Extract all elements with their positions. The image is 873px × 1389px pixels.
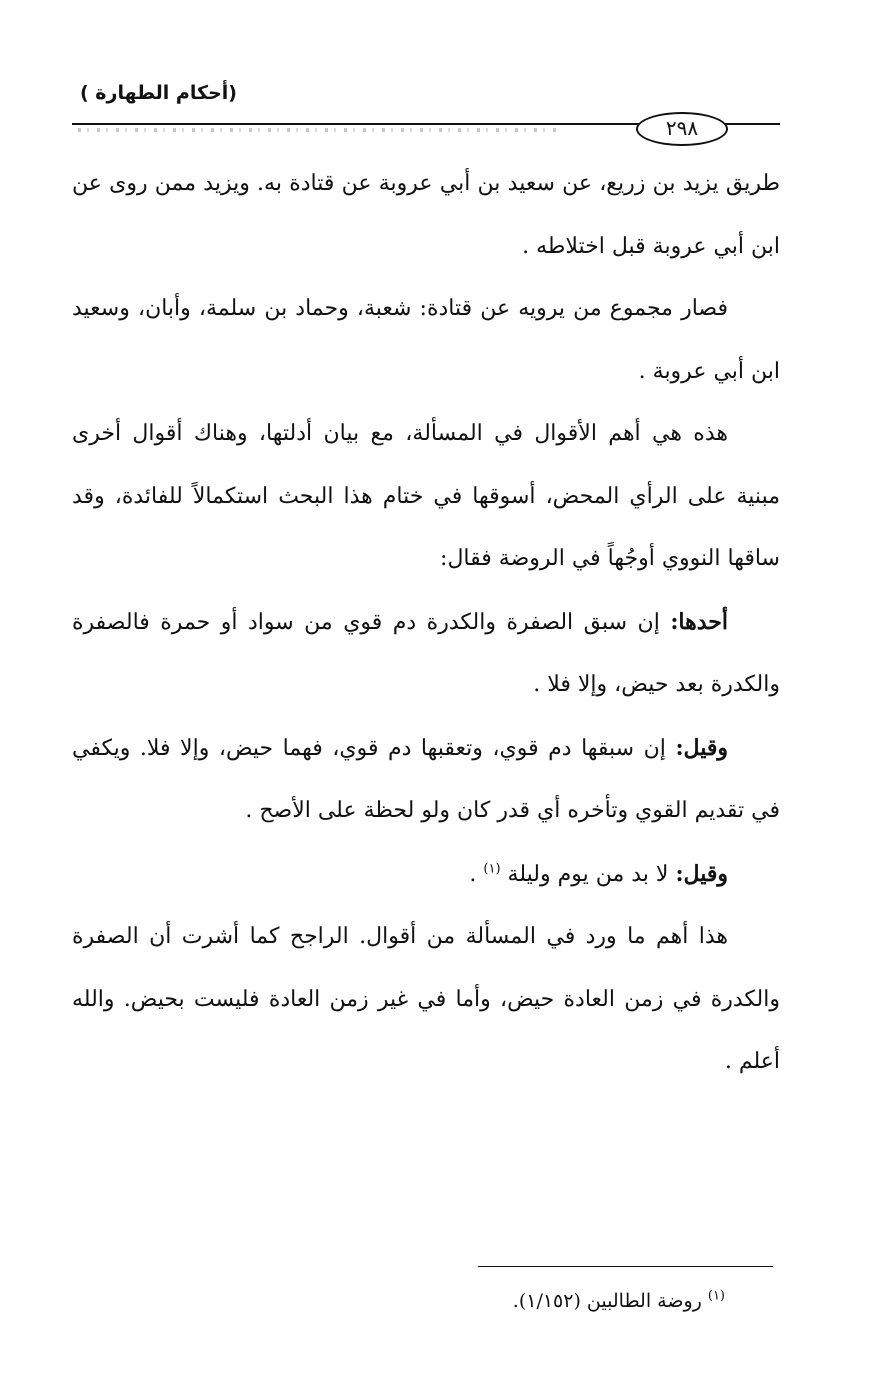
running-title: (أحكام الطهارة ) xyxy=(80,82,237,104)
paragraph-7: هذا أهم ما ورد في المسألة من أقوال. الراجح كما أشرت أن الصفرة والكدرة في زمن العادة حيض، وأما في غير زمن العادة فليست بحيض. والله أعلم . xyxy=(72,924,780,1074)
page-number: ٢٩٨ xyxy=(636,112,728,146)
paragraph-4 xyxy=(72,591,780,717)
footnote-1-text: روضة الطالبين (١/١٥٢). xyxy=(512,1290,708,1312)
paragraph-3: هذه هي أهم الأقوال في المسألة، مع بيان أدلتها، وهناك أقوال أخرى مبنية على الرأي المحض، أسوقها في ختام هذا البحث استكمالاً للفائدة، وقد ساقها النووي أوجُهاً في الروضة فقال: xyxy=(72,421,780,571)
header-rule-scan-noise xyxy=(78,128,558,132)
footnote-rule xyxy=(478,1266,773,1267)
paragraph-6-end: . xyxy=(469,861,484,887)
paragraph-5 xyxy=(72,717,780,843)
paragraph-2: فصار مجموع من يرويه عن قتادة: شعبة، وحماد بن سلمة، وأبان، وسعيد ابن أبي عروبة . xyxy=(72,296,780,384)
paragraph-6-lead: وقيل: xyxy=(675,860,728,887)
paragraph-4-lead: أحدها: xyxy=(670,608,728,635)
body-text xyxy=(72,153,780,1094)
footnote-1-mark: (١) xyxy=(707,1288,725,1304)
footnote-1 xyxy=(420,1290,725,1312)
footnote-reference-1[interactable]: (١) xyxy=(483,861,501,877)
paragraph-6-text: لا بد من يوم وليلة xyxy=(500,861,676,887)
paragraph-1: طريق يزيد بن زريع، عن سعيد بن أبي عروبة عن قتادة به. ويزيد ممن روى عن ابن أبي عروبة قبل اختلاطه . xyxy=(72,171,780,259)
paragraph-4-text: إن سبق الصفرة والكدرة دم قوي من سواد أو حمرة فالصفرة والكدرة بعد حيض، وإلا فلا . xyxy=(72,609,780,697)
paragraph-5-text: إن سبقها دم قوي، وتعقبها دم قوي، فهما حيض، وإلا فلا. ويكفي في تقديم القوي وتأخره أي قدر كان ولو لحظة على الأصح . xyxy=(72,735,780,823)
paragraph-5-lead: وقيل: xyxy=(675,734,728,761)
paragraph-6 xyxy=(72,843,780,907)
